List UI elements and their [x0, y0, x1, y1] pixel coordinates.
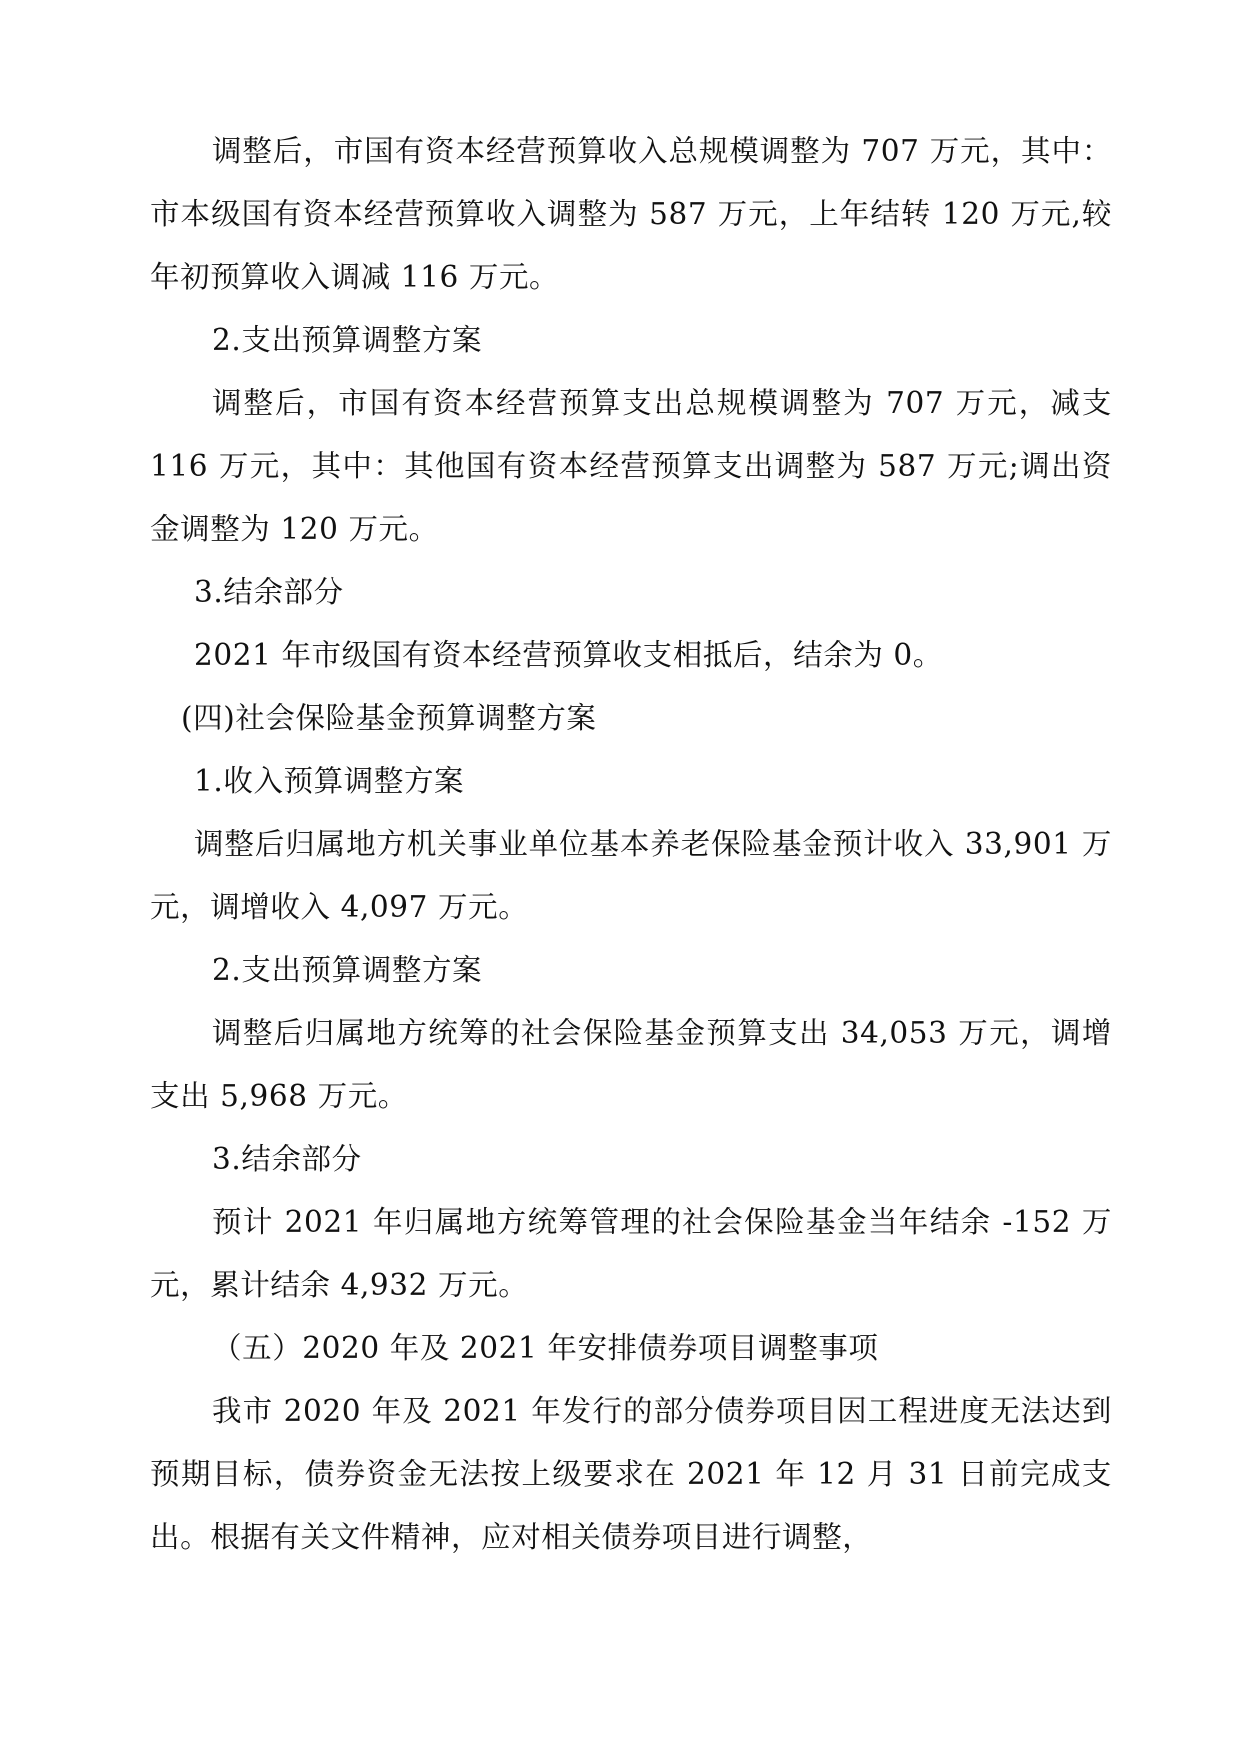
paragraph-heading: 3.结余部分: [212, 1142, 362, 1176]
section-heading: （五）2020 年及 2021 年安排债券项目调整事项: [212, 1331, 879, 1365]
paragraph-heading: 2.支出预算调整方案: [212, 953, 483, 987]
paragraph: 调整后归属地方统筹的社会保险基金预算支出 34,053 万元，调增支出 5,968 万元。: [150, 1016, 1112, 1113]
paragraph: 调整后归属地方机关事业单位基本养老保险基金预计收入 33,901 万元，调增收入 4,097 万元。: [150, 827, 1112, 924]
document-body: [150, 120, 1112, 1569]
paragraph: 调整后，市国有资本经营预算支出总规模调整为 707 万元，减支 116 万元，其中：其他国有资本经营预算支出调整为 587 万元;调出资金调整为 120 万元。: [150, 386, 1112, 546]
paragraph: 调整后，市国有资本经营预算收入总规模调整为 707 万元，其中：市本级国有资本经营预算收入调整为 587 万元，上年结转 120 万元,较年初预算收入调减 116 万元。: [150, 134, 1112, 294]
paragraph: 预计 2021 年归属地方统筹管理的社会保险基金当年结余 -152 万元，累计结余 4,932 万元。: [150, 1205, 1112, 1302]
paragraph-heading: 1.收入预算调整方案: [194, 764, 465, 798]
section-heading: (四)社会保险基金预算调整方案: [181, 701, 597, 735]
paragraph: 我市 2020 年及 2021 年发行的部分债券项目因工程进度无法达到预期目标，债券资金无法按上级要求在 2021 年 12 月 31 日前完成支出。根据有关文件精神，应对相关债券项目进行调整，: [150, 1394, 1112, 1554]
paragraph-heading: 3.结余部分: [194, 575, 344, 609]
paragraph: 2021 年市级国有资本经营预算收支相抵后，结余为 0。: [194, 638, 943, 672]
paragraph-heading: 2.支出预算调整方案: [212, 323, 483, 357]
